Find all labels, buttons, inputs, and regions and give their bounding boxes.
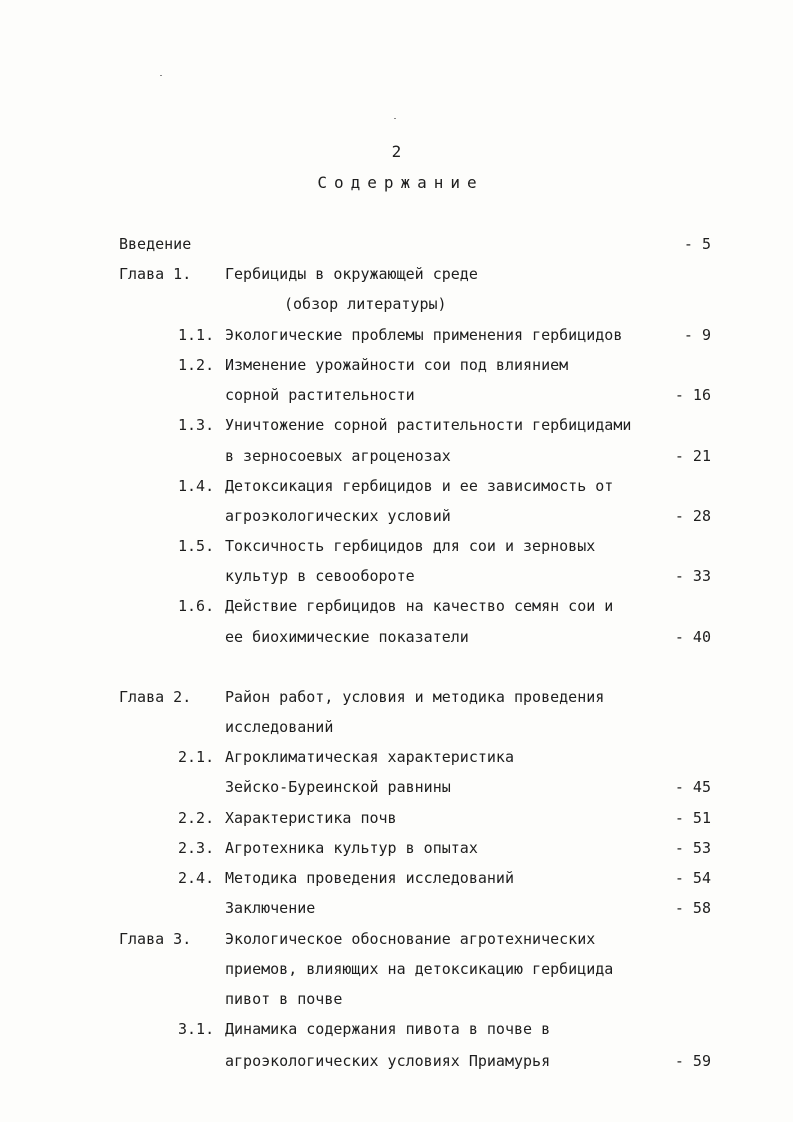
section-number: 1.2. <box>178 356 215 374</box>
page-title: Содержание <box>317 173 484 192</box>
section-page: - 59 <box>674 1052 711 1070</box>
section-title: Уничтожение сорной растительности гербицидами <box>225 416 632 434</box>
conclusion-page: - 58 <box>674 899 711 917</box>
section-page: - 9 <box>683 326 711 344</box>
section-title-cont: ее биохимические показатели <box>225 628 469 646</box>
chapter-3-title-cont: приемов, влияющих на детоксикацию гербицида <box>225 960 614 978</box>
scan-speck <box>160 75 162 76</box>
section-title: Экологические проблемы применения гербицидов <box>225 326 623 344</box>
section-title: Изменение урожайности сои под влиянием <box>225 356 569 374</box>
section-title: Детоксикация гербицидов и ее зависимость от <box>225 477 614 495</box>
section-title-cont: сорной растительности <box>225 386 415 404</box>
chapter-1-label: Глава 1. <box>119 265 192 283</box>
chapter-2-title-cont: исследований <box>225 718 334 736</box>
section-title-cont: агроэкологических условиях Приамурья <box>225 1052 551 1070</box>
section-page: - 51 <box>674 809 711 827</box>
chapter-2-label: Глава 2. <box>119 688 192 706</box>
toc-intro-page: - 5 <box>683 235 711 253</box>
section-number: 1.1. <box>178 326 215 344</box>
section-title: Агроклиматическая характеристика <box>225 748 514 766</box>
section-number: 3.1. <box>178 1020 215 1038</box>
section-title: Токсичность гербицидов для сои и зерновых <box>225 537 596 555</box>
section-number: 2.4. <box>178 869 215 887</box>
section-page: - 21 <box>674 447 711 465</box>
conclusion-label: Заключение <box>225 899 316 917</box>
page-number: 2 <box>391 142 402 161</box>
section-title: Методика проведения исследований <box>225 869 514 887</box>
toc-intro-label: Введение <box>119 235 192 253</box>
chapter-3-title: Экологическое обоснование агротехнических <box>225 930 596 948</box>
section-title: Динамика содержания пивота в почве в <box>225 1020 551 1038</box>
section-page: - 54 <box>674 869 711 887</box>
section-page: - 45 <box>674 778 711 796</box>
section-number: 2.2. <box>178 809 215 827</box>
chapter-2-title: Район работ, условия и методика проведения <box>225 688 605 706</box>
chapter-1-subtitle: (обзор литературы) <box>284 295 447 313</box>
chapter-1-title: Гербициды в окружающей среде <box>225 265 478 283</box>
chapter-3-label: Глава 3. <box>119 930 192 948</box>
section-page: - 40 <box>674 628 711 646</box>
chapter-3-title-cont: пивот в почве <box>225 990 343 1008</box>
section-number: 1.4. <box>178 477 215 495</box>
section-number: 2.1. <box>178 748 215 766</box>
section-page: - 33 <box>674 567 711 585</box>
section-page: - 53 <box>674 839 711 857</box>
section-title-cont: Зейско-Буреинской равнины <box>225 778 451 796</box>
section-page: - 28 <box>674 507 711 525</box>
section-title-cont: в зерносоевых агроценозах <box>225 447 451 465</box>
section-title-cont: агроэкологических условий <box>225 507 451 525</box>
section-number: 2.3. <box>178 839 215 857</box>
section-number: 1.3. <box>178 416 215 434</box>
section-title-cont: культур в севообороте <box>225 567 415 585</box>
scan-speck <box>394 118 396 119</box>
section-title: Действие гербицидов на качество семян сои и <box>225 597 614 615</box>
section-title: Характеристика почв <box>225 809 397 827</box>
section-number: 1.6. <box>178 597 215 615</box>
section-page: - 16 <box>674 386 711 404</box>
section-title: Агротехника культур в опытах <box>225 839 478 857</box>
section-number: 1.5. <box>178 537 215 555</box>
